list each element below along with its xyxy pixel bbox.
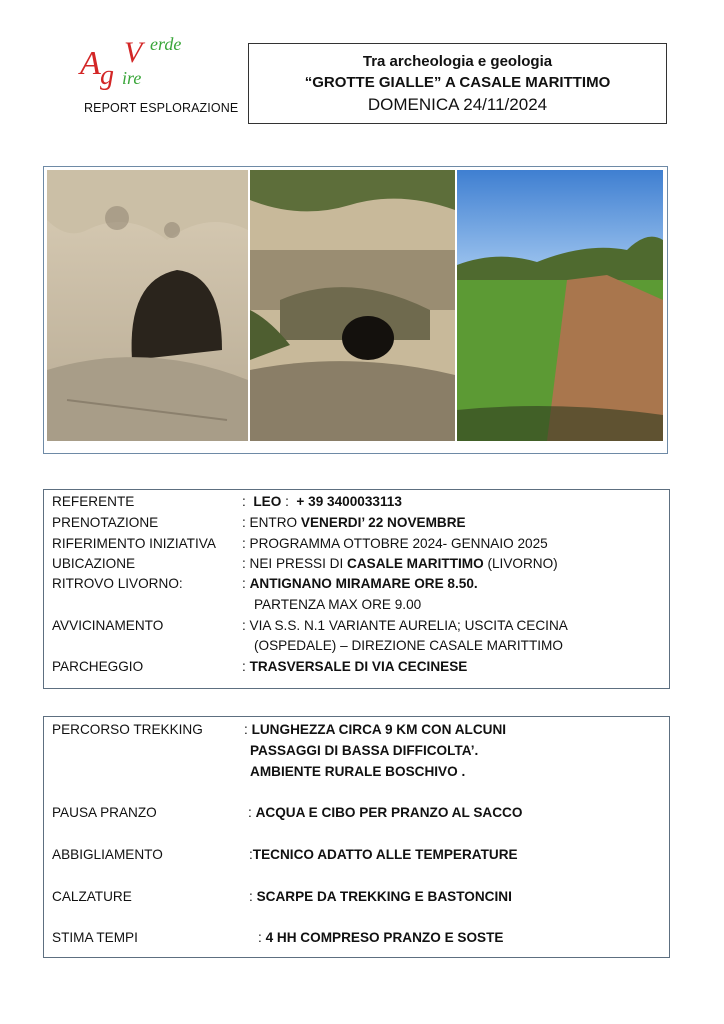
phone-number: + 39 3400033113 bbox=[296, 494, 402, 509]
ritrovo-partenza: PARTENZA MAX ORE 9.00 bbox=[254, 597, 422, 612]
title-date: DOMENICA 24/11/2024 bbox=[367, 95, 548, 114]
svg-text:ire: ire bbox=[122, 68, 142, 88]
photo-strip bbox=[43, 166, 668, 454]
title-line-2: “GROTTE GIALLE” A CASALE MARITTIMO bbox=[304, 74, 611, 91]
title-line-1: Tra archeologia e geologia bbox=[362, 53, 553, 70]
percorso-line2: PASSAGGI DI BASSA DIFFICOLTA’. bbox=[250, 743, 479, 758]
svg-text:V: V bbox=[124, 36, 143, 69]
avvicinamento-line2: (OSPEDALE) – DIREZIONE CASALE MARITTIMO bbox=[254, 638, 563, 653]
cave-photo-middle bbox=[250, 170, 455, 441]
svg-text:g: g bbox=[100, 60, 114, 91]
report-subtitle: REPORT ESPLORAZIONE bbox=[84, 101, 239, 115]
agv-logo bbox=[78, 34, 208, 92]
title-box bbox=[248, 43, 667, 124]
svg-text:erde: erde bbox=[150, 34, 182, 54]
cave-photo-left bbox=[47, 170, 248, 441]
info-box-trekking: PERCORSO TREKKING : LUNGHEZZA CIRCA 9 KM CON ALCUNI PASSAGGI DI BASSA DIFFICOLTA’. AMBIENTE RURALE BOSCHIVO . PAUSA PRANZO : ACQUA E CIBO PER PRANZO AL SACCO ABBIGLIAMENTO :TECNICO ADATTO ALLE TEMPERATURE CALZATURE : SCARPE DA TREKKING E BASTONCINI STIMA TEMPI : 4 HH COMPRESO PRANZO E SOSTE bbox=[43, 716, 670, 958]
svg-text:A: A bbox=[80, 45, 101, 82]
info-box-logistics: REFERENTE : LEO : + 39 3400033113 PRENOTAZIONE : ENTRO VENERDI’ 22 NOVEMBRE RIFERIMENTO INIZIATIVA : PROGRAMMA OTTOBRE 2024- GENNAIO 2025 UBICAZIONE : NEI PRESSI DI CASALE MARITTIMO (LIVORNO) RITROVO LIVORNO: : ANTIGNANO MIRAMARE ORE 8.50. PARTENZA MAX ORE 9.00 AVVICINAMENTO : VIA S.S. N.1 VARIANTE AURELIA; USCITA CECINA (OSPEDALE) – DIREZIONE CASALE MARITTIMO PARCHEGGIO : TRASVERSALE DI VIA CECINESE bbox=[43, 489, 670, 689]
trail-photo-right bbox=[457, 170, 663, 441]
percorso-line3: AMBIENTE RURALE BOSCHIVO . bbox=[250, 764, 466, 779]
